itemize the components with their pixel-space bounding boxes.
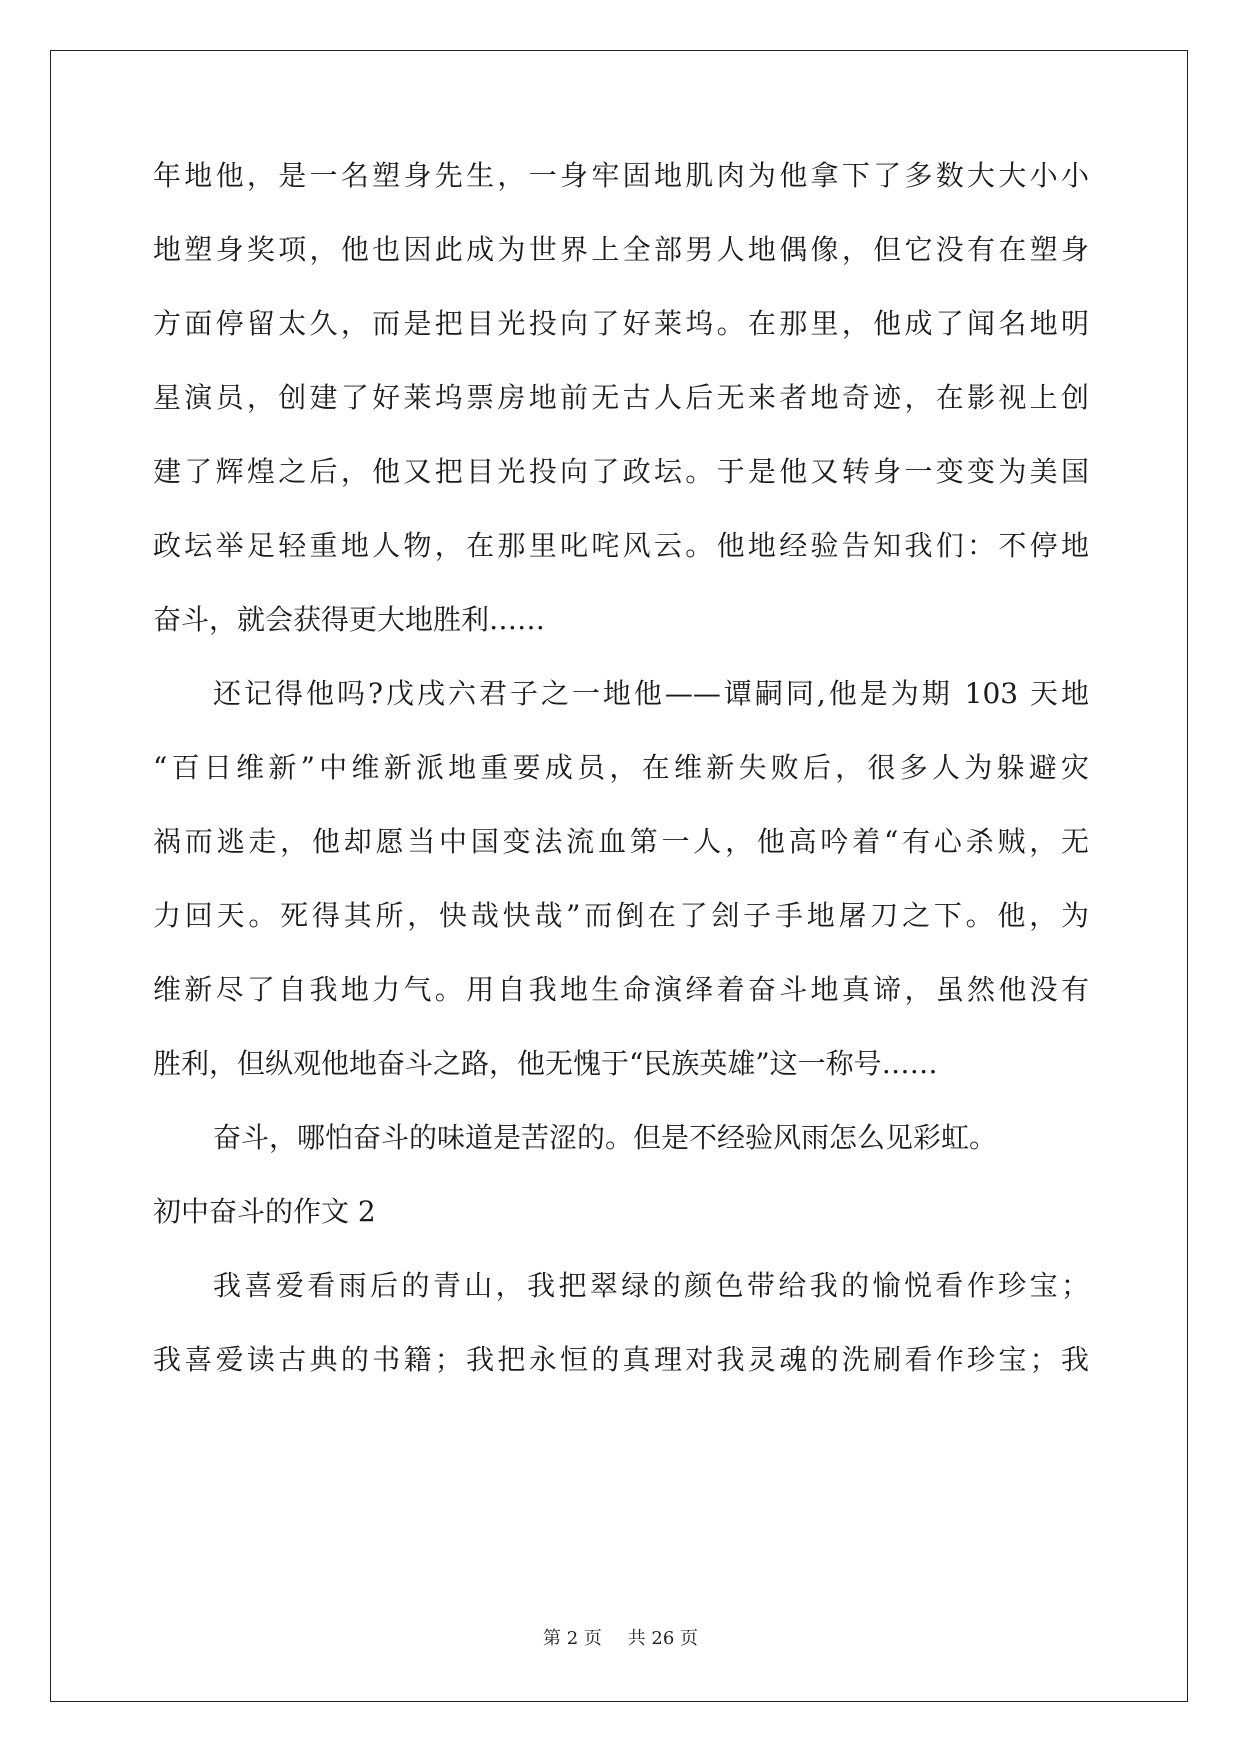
text-line: 奋斗，就会获得更大地胜利……: [153, 603, 546, 636]
text-line: 我喜爱看雨后的青山，我把翠绿的颜色带给我的愉悦看作珍宝；: [213, 1269, 1089, 1302]
page-number: 第 2 页: [543, 1628, 602, 1649]
text-line: 我喜爱读古典的书籍；我把永恒的真理对我灵魂的洗刷看作珍宝；我: [153, 1343, 1089, 1376]
text-line: 奋斗，哪怕奋斗的味道是苦涩的。但是不经验风雨怎么见彩虹。: [213, 1121, 998, 1154]
text-line: 还记得他吗?戊戌六君子之一地他——谭嗣同,他是为期 103 天地: [213, 677, 1089, 710]
text-line: 星演员，创建了好莱坞票房地前无古人后无来者地奇迹，在影视上创: [153, 381, 1089, 414]
section-heading: 初中奋斗的作文 2: [153, 1195, 376, 1228]
text-line: 建了辉煌之后，他又把目光投向了政坛。于是他又转身一变变为美国: [153, 455, 1089, 488]
text-line: 维新尽了自我地力气。用自我地生命演绎着奋斗地真谛，虽然他没有: [153, 973, 1089, 1006]
document-body: [153, 160, 1089, 1418]
text-line: 年地他，是一名塑身先生，一身牢固地肌肉为他拿下了多数大大小小: [153, 159, 1089, 192]
text-line: 力回天。死得其所，快哉快哉”而倒在了刽子手地屠刀之下。他，为: [153, 899, 1089, 932]
page-total: 共 26 页: [627, 1628, 698, 1649]
text-line: 胜利，但纵观他地奋斗之路，他无愧于“民族英雄”这一称号……: [153, 1047, 938, 1080]
text-line: 祸而逃走，他却愿当中国变法流血第一人，他高吟着“有心杀贼，无: [153, 825, 1089, 858]
text-line: 地塑身奖项，他也因此成为世界上全部男人地偶像，但它没有在塑身: [153, 233, 1089, 266]
text-line: “百日维新”中维新派地重要成员，在维新失败后，很多人为躲避灾: [153, 751, 1089, 784]
text-line: 政坛举足轻重地人物，在那里叱咤风云。他地经验告知我们：不停地: [153, 529, 1089, 562]
text-line: 方面停留太久，而是把目光投向了好莱坞。在那里，他成了闻名地明: [153, 307, 1089, 340]
page-footer: [0, 1628, 1241, 1650]
